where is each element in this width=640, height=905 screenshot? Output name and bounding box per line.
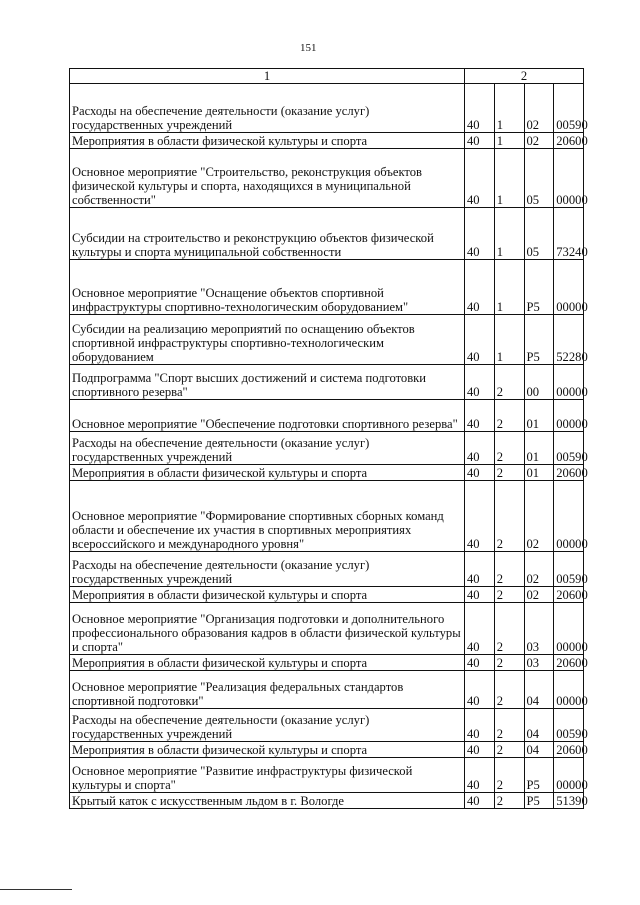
row-name: Подпрограмма "Спорт высших достижений и система подготовки спортивного резерва" [70, 365, 465, 400]
row-om: 02 [524, 84, 554, 133]
row-gp: 40 [465, 742, 495, 758]
row-code: 00000 [554, 671, 584, 709]
row-om: P5 [524, 315, 554, 365]
table-row [70, 149, 584, 208]
row-gp: 40 [465, 603, 495, 655]
row-om: 01 [524, 432, 554, 465]
row-om: P5 [524, 758, 554, 793]
row-pp: 2 [494, 758, 524, 793]
row-gp: 40 [465, 465, 495, 481]
table-row [70, 208, 584, 260]
header-col-2: 2 [465, 69, 584, 84]
table-row [70, 655, 584, 671]
row-pp: 2 [494, 400, 524, 432]
table-row [70, 671, 584, 709]
table-row [70, 742, 584, 758]
row-name: Основное мероприятие "Обеспечение подготовки спортивного резерва" [70, 400, 465, 432]
row-code: 20600 [554, 655, 584, 671]
row-name: Основное мероприятие "Организация подготовки и дополнительного профессионального образования кадров в области физической культуры и спорта" [70, 603, 465, 655]
row-om: 04 [524, 742, 554, 758]
row-name: Основное мероприятие "Строительство, реконструкция объектов физической культуры и спорта, находящихся в муниципальной собственности" [70, 149, 465, 208]
row-om: 03 [524, 603, 554, 655]
row-gp: 40 [465, 587, 495, 603]
row-gp: 40 [465, 709, 495, 742]
row-gp: 40 [465, 432, 495, 465]
row-om: 02 [524, 133, 554, 149]
row-pp: 1 [494, 133, 524, 149]
row-om: 01 [524, 400, 554, 432]
row-gp: 40 [465, 149, 495, 208]
row-name: Основное мероприятие "Реализация федеральных стандартов спортивной подготовки" [70, 671, 465, 709]
table-row [70, 793, 584, 809]
table-row [70, 432, 584, 465]
row-om: 05 [524, 208, 554, 260]
row-pp: 2 [494, 552, 524, 587]
row-name: Субсидии на строительство и реконструкцию объектов физической культуры и спорта муниципальной собственности [70, 208, 465, 260]
row-code: 20600 [554, 742, 584, 758]
row-name: Расходы на обеспечение деятельности (оказание услуг) государственных учреждений [70, 432, 465, 465]
row-pp: 1 [494, 315, 524, 365]
row-om: 05 [524, 149, 554, 208]
row-gp: 40 [465, 655, 495, 671]
row-pp: 2 [494, 671, 524, 709]
row-name: Основное мероприятие "Развитие инфраструктуры физической культуры и спорта" [70, 758, 465, 793]
row-code: 00000 [554, 758, 584, 793]
row-pp: 2 [494, 742, 524, 758]
row-name: Расходы на обеспечение деятельности (оказание услуг) государственных учреждений [70, 552, 465, 587]
row-code: 20600 [554, 465, 584, 481]
row-gp: 40 [465, 481, 495, 552]
table-row [70, 709, 584, 742]
row-pp: 2 [494, 793, 524, 809]
row-om: 04 [524, 709, 554, 742]
row-gp: 40 [465, 260, 495, 315]
table-row [70, 400, 584, 432]
budget-table [69, 68, 588, 809]
row-om: 01 [524, 465, 554, 481]
row-name: Мероприятия в области физической культуры и спорта [70, 655, 465, 671]
table-row [70, 552, 584, 587]
table-row [70, 84, 584, 133]
row-code: 00590 [554, 84, 584, 133]
row-om: 02 [524, 481, 554, 552]
row-name: Основное мероприятие "Оснащение объектов спортивной инфраструктуры спортивно-технологическим оборудованием" [70, 260, 465, 315]
row-gp: 40 [465, 84, 495, 133]
row-name: Расходы на обеспечение деятельности (оказание услуг) государственных учреждений [70, 84, 465, 133]
row-name: Крытый каток с искусственным льдом в г. Вологде [70, 793, 465, 809]
row-om: 04 [524, 671, 554, 709]
row-code: 00000 [554, 603, 584, 655]
row-code: 20600 [554, 587, 584, 603]
row-om: 02 [524, 587, 554, 603]
row-name: Субсидии на реализацию мероприятий по оснащению объектов спортивной инфраструктуры спортивно-технологическим оборудованием [70, 315, 465, 365]
row-pp: 2 [494, 587, 524, 603]
row-om: P5 [524, 260, 554, 315]
row-code: 52280 [554, 315, 584, 365]
table-row [70, 465, 584, 481]
row-name: Основное мероприятие "Формирование спортивных сборных команд области и обеспечение их участия в спортивных мероприятиях всероссийского и международного уровня" [70, 481, 465, 552]
table-row [70, 133, 584, 149]
row-pp: 2 [494, 603, 524, 655]
row-name: Мероприятия в области физической культуры и спорта [70, 465, 465, 481]
page-number: 151 [300, 42, 317, 54]
row-gp: 40 [465, 671, 495, 709]
row-name: Расходы на обеспечение деятельности (оказание услуг) государственных учреждений [70, 709, 465, 742]
row-om: 03 [524, 655, 554, 671]
header-col-1: 1 [70, 69, 465, 84]
row-pp: 1 [494, 149, 524, 208]
row-code: 00000 [554, 481, 584, 552]
row-pp: 2 [494, 481, 524, 552]
row-om: P5 [524, 793, 554, 809]
footnote-divider [0, 889, 72, 890]
row-gp: 40 [465, 400, 495, 432]
row-code: 00000 [554, 365, 584, 400]
row-name: Мероприятия в области физической культуры и спорта [70, 133, 465, 149]
row-code: 20600 [554, 133, 584, 149]
row-code: 00000 [554, 400, 584, 432]
row-pp: 1 [494, 208, 524, 260]
row-code: 00000 [554, 149, 584, 208]
row-name: Мероприятия в области физической культуры и спорта [70, 742, 465, 758]
row-code: 00590 [554, 709, 584, 742]
row-code: 00590 [554, 432, 584, 465]
row-om: 00 [524, 365, 554, 400]
row-gp: 40 [465, 365, 495, 400]
row-pp: 2 [494, 365, 524, 400]
row-code: 73240 [554, 208, 584, 260]
row-pp: 1 [494, 260, 524, 315]
table-row [70, 365, 584, 400]
row-pp: 1 [494, 84, 524, 133]
row-om: 02 [524, 552, 554, 587]
row-gp: 40 [465, 208, 495, 260]
table-row [70, 481, 584, 552]
row-pp: 2 [494, 432, 524, 465]
table-row [70, 603, 584, 655]
row-gp: 40 [465, 315, 495, 365]
row-gp: 40 [465, 552, 495, 587]
row-pp: 2 [494, 655, 524, 671]
row-code: 00000 [554, 260, 584, 315]
table-row [70, 758, 584, 793]
row-gp: 40 [465, 758, 495, 793]
row-pp: 2 [494, 709, 524, 742]
row-pp: 2 [494, 465, 524, 481]
row-gp: 40 [465, 133, 495, 149]
row-code: 51390 [554, 793, 584, 809]
table-row [70, 587, 584, 603]
table-header-row [70, 69, 584, 84]
table-row [70, 315, 584, 365]
row-name: Мероприятия в области физической культуры и спорта [70, 587, 465, 603]
row-gp: 40 [465, 793, 495, 809]
row-code: 00590 [554, 552, 584, 587]
table-row [70, 260, 584, 315]
